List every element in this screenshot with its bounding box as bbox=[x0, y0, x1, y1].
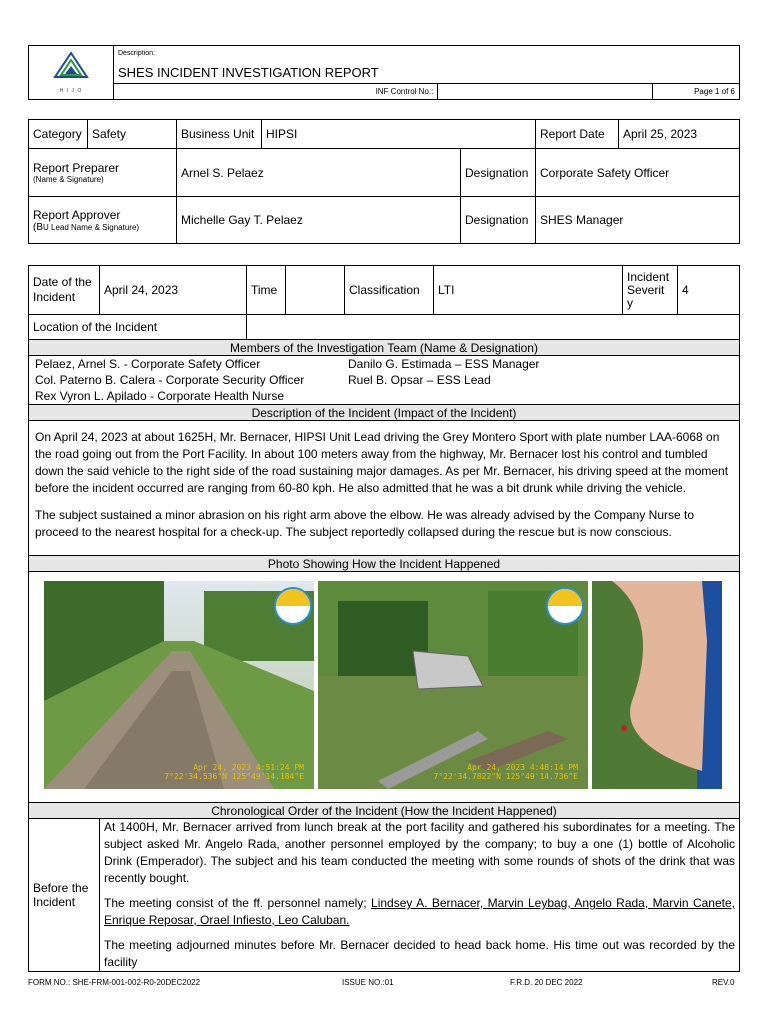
description-body bbox=[29, 421, 740, 556]
description-label: Description: bbox=[113, 46, 739, 62]
stamp-1-date: Apr 24, 2023 4:51:24 PM bbox=[193, 763, 304, 772]
team-member: Ruel B. Opsar – ESS Lead bbox=[348, 373, 491, 387]
preparer-designation: Corporate Safety Officer bbox=[536, 149, 740, 197]
team-members bbox=[29, 356, 740, 405]
approver-designation: SHES Manager bbox=[536, 197, 740, 244]
preparer-sub: (Name & Signature) bbox=[33, 175, 104, 184]
footer-form-no: FORM NO.: SHE-FRM-001-002-R0-20DEC2022 bbox=[28, 978, 201, 987]
approver-sub-text: U Lead Name & Signature) bbox=[43, 222, 140, 232]
description-header: Description of the Incident (Impact of the Incident) bbox=[29, 405, 740, 421]
before-p2-lead: The meeting consist of the ff. personnel namely; bbox=[104, 896, 372, 910]
before-paragraph-3: The meeting adjourned minutes before Mr. Bernacer decided to head back home. His time out was recorded by the facility bbox=[104, 938, 735, 969]
photo-header: Photo Showing How the Incident Happened bbox=[29, 556, 740, 572]
stamp-2-coords: 7°22'34.7822"N 125°49'14.736"E bbox=[433, 772, 578, 781]
report-title: SHES INCIDENT INVESTIGATION REPORT bbox=[113, 62, 739, 83]
company-logo bbox=[51, 51, 91, 85]
before-paragraph-2 bbox=[104, 895, 735, 929]
severity-value: 4 bbox=[678, 266, 740, 315]
arm-injury-photo bbox=[592, 581, 722, 789]
watermark-logo-2 bbox=[546, 587, 584, 625]
category-value: Safety bbox=[88, 120, 177, 149]
photo-stamp-1 bbox=[164, 763, 304, 781]
team-left bbox=[35, 356, 348, 404]
team-member: Col. Paterno B. Calera - Corporate Security Officer bbox=[35, 373, 305, 387]
logo-cell bbox=[29, 46, 114, 100]
approver-label-cell bbox=[29, 197, 177, 244]
team-header: Members of the Investigation Team (Name & Designation) bbox=[29, 340, 740, 356]
preparer-label-cell bbox=[29, 149, 177, 197]
stamp-2-date: Apr 24, 2023 4:48:14 PM bbox=[467, 763, 578, 772]
before-body bbox=[100, 819, 740, 972]
approver-label: Report Approver bbox=[33, 207, 121, 222]
preparer-designation-label: Designation bbox=[461, 149, 536, 197]
personnel-list: Lindsey A. Bernacer, Marvin Leybag, Angelo Rada, Marvin Canete, Enrique Reposar, Orael Infiesto, Leo Caluban. bbox=[104, 896, 735, 927]
classification-label: Classification bbox=[345, 266, 434, 315]
team-member: Pelaez, Arnel S. - Corporate Safety Officer bbox=[35, 357, 261, 371]
footer-rev: REV.0 bbox=[712, 978, 735, 987]
classification-value: LTI bbox=[434, 266, 623, 315]
footer-frd: F.R.D. 20 DEC 2022 bbox=[510, 978, 583, 987]
logo-text: H I J O bbox=[59, 88, 83, 94]
time-label: Time bbox=[247, 266, 286, 315]
date-value: April 24, 2023 bbox=[100, 266, 247, 315]
header-table bbox=[28, 45, 740, 100]
photo-stamp-2 bbox=[434, 763, 579, 781]
page-number: Page 1 of 6 bbox=[652, 83, 739, 99]
info-table bbox=[28, 119, 740, 244]
team-member: Danilo G. Estimada – ESS Manager bbox=[348, 357, 540, 371]
stamp-1-coords: 7°22'34.536"N 125°49'14.184"E bbox=[164, 772, 304, 781]
approver-sub bbox=[33, 222, 172, 233]
team-member: Rex Vyron L. Apilado - Corporate Health Nurse bbox=[35, 389, 285, 403]
severity-label: Incident Severit y bbox=[623, 266, 678, 315]
description-paragraph-2: The subject sustained a minor abrasion on his right arm above the elbow. He was already advised by the Company Nurse to proceed to the nearest hospital for a check-up. The subject reportedly collapsed during the rescue but is now conscious. bbox=[35, 508, 695, 539]
before-paragraph-1: At 1400H, Mr. Bernacer arrived from lunch break at the port facility and gathered his subordinates for a meeting. The subject asked Mr. Angelo Rada, another personnel employed by the company; to buy a one (1) bottle of Alcoholic Drink (Emperador). The subject and his team conducted the meeting with some rounds of shots of the drink that was recently bought. bbox=[104, 820, 735, 885]
time-value bbox=[286, 266, 345, 315]
chrono-header: Chronological Order of the Incident (How the Incident Happened) bbox=[29, 803, 740, 819]
location-blank bbox=[247, 315, 740, 340]
footer-issue-no: ISSUE NO.:01 bbox=[342, 978, 394, 987]
vehicle-photo bbox=[318, 581, 588, 789]
preparer-label: Report Preparer bbox=[33, 161, 120, 175]
before-label: Before the Incident bbox=[29, 819, 100, 972]
team-right bbox=[348, 356, 539, 404]
business-unit-value: HIPSI bbox=[262, 120, 536, 149]
preparer-name: Arnel S. Pelaez bbox=[177, 149, 461, 197]
category-label: Category bbox=[29, 120, 88, 149]
business-unit-label: Business Unit bbox=[177, 120, 262, 149]
report-date-value: April 25, 2023 bbox=[619, 120, 740, 149]
control-label: INF Control No.: bbox=[113, 83, 437, 99]
location-cell bbox=[29, 315, 247, 340]
watermark-logo-1 bbox=[274, 587, 312, 625]
location-label: Location of the Incident bbox=[33, 320, 158, 334]
road-photo bbox=[44, 581, 314, 789]
control-value bbox=[438, 83, 652, 99]
approver-sub-b: (B bbox=[33, 221, 43, 233]
report-date-label: Report Date bbox=[536, 120, 619, 149]
date-label: Date of the Incident bbox=[29, 266, 100, 315]
description-paragraph-1: On April 24, 2023 at about 1625H, Mr. Bernacer, HIPSI Unit Lead driving the Grey Montero Sport with plate number LAA-6068 on the road going out from the Port Facility. In about 100 meters away from the highway, Mr. Bernacer lost his control and tumbled down the said vehicle to the right side of the road sustaining major damages. As per Mr. Bernacer, his driving speed at the moment before the incident occurred are ranging from 60-80 kph. He also admitted that he was a bit drunk while driving the vehicle. bbox=[35, 430, 729, 495]
approver-name: Michelle Gay T. Pelaez bbox=[177, 197, 461, 244]
approver-designation-label: Designation bbox=[461, 197, 536, 244]
